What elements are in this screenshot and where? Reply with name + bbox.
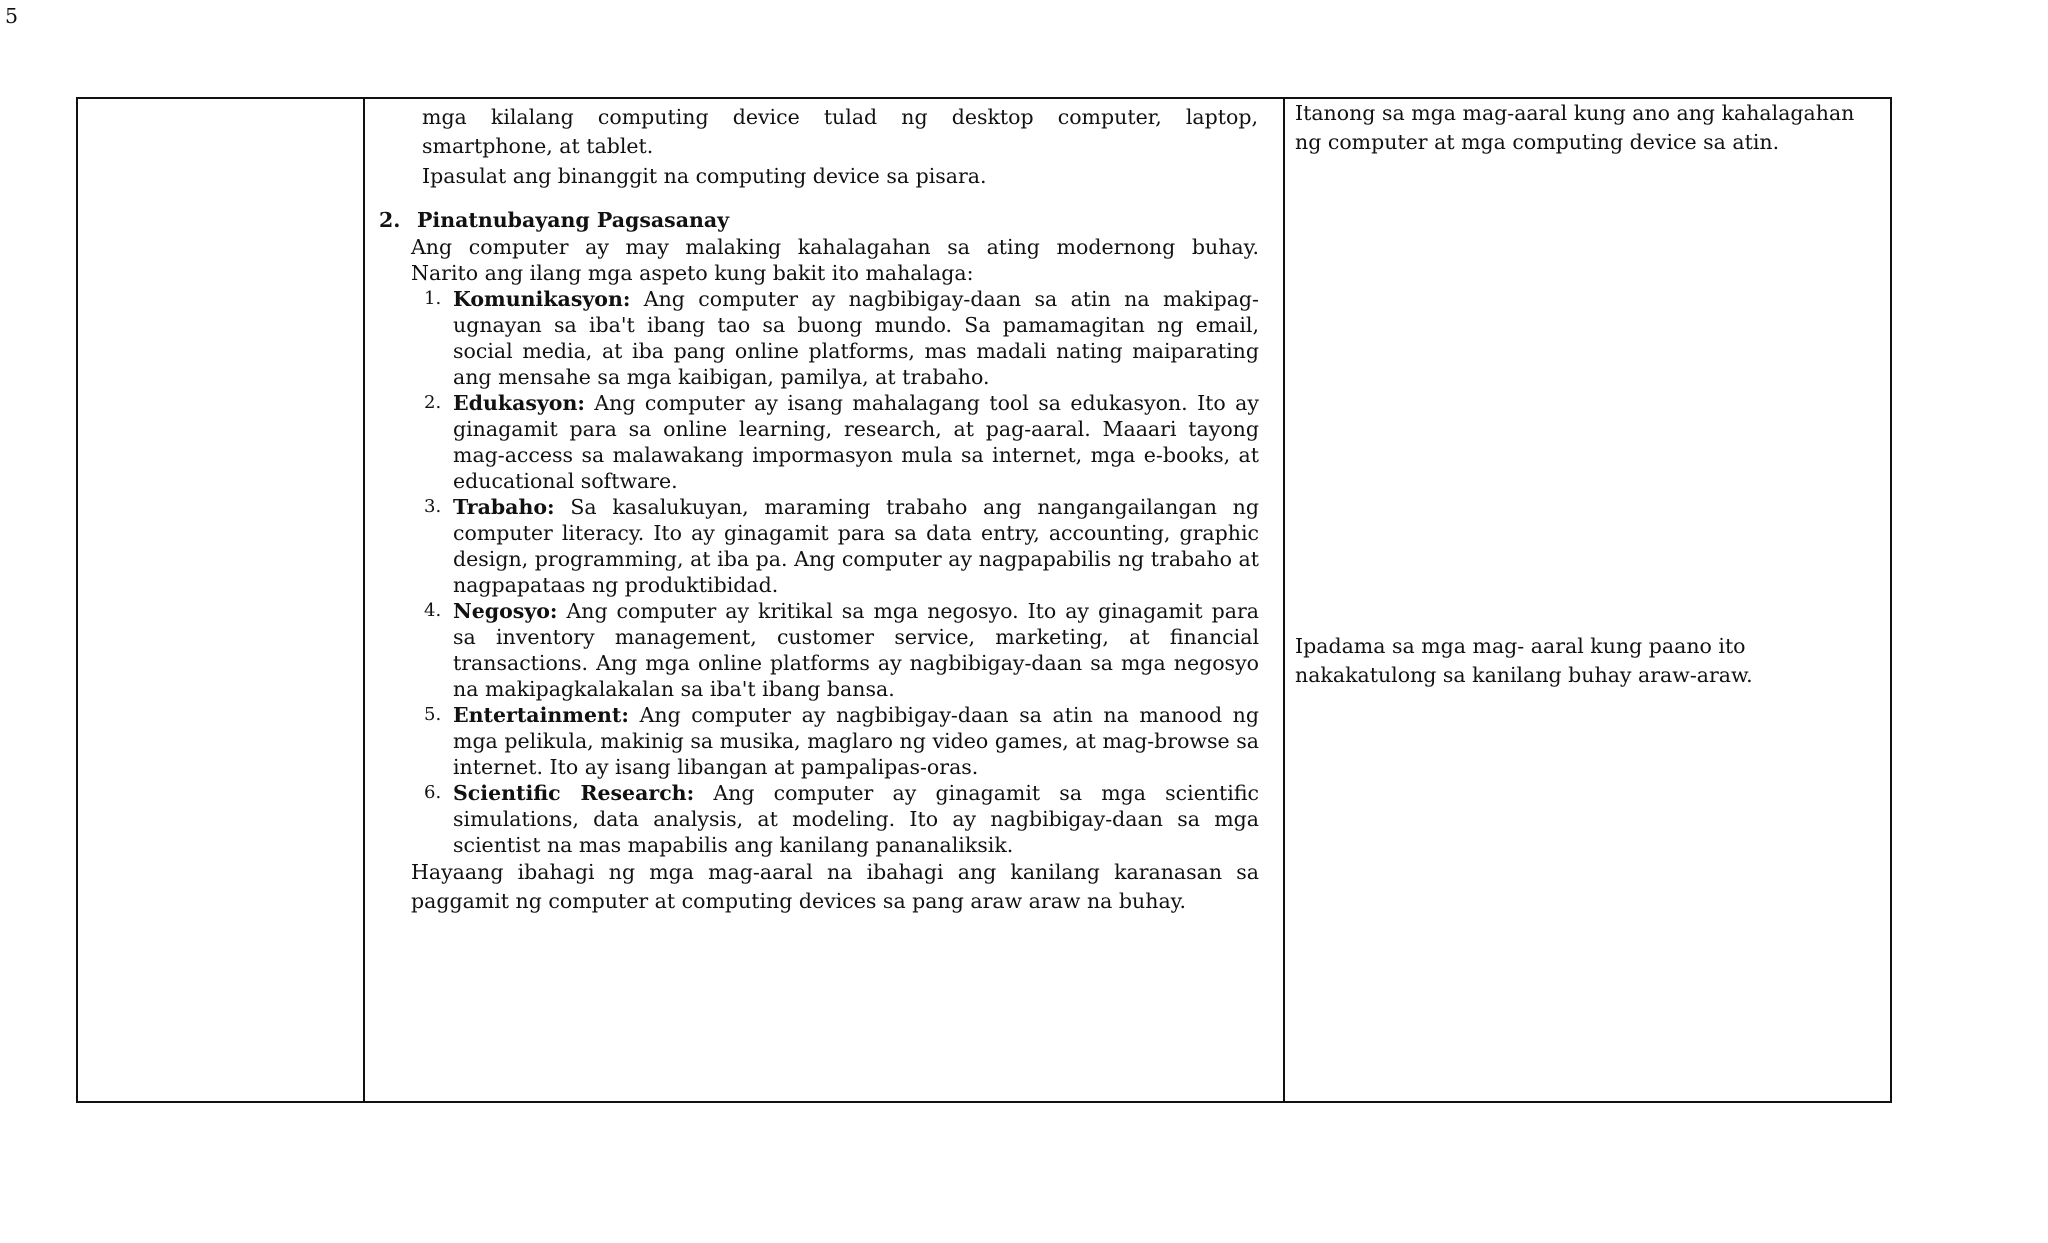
- list-item: [411, 494, 1259, 598]
- intro-line-2: smartphone, at tablet.: [422, 134, 654, 158]
- list-item-text: Ang computer ay nagbibigay-daan sa atin na makipag-ugnayan sa iba't ibang tao sa buong mundo. Sa pamamagitan ng email, social media, at iba pang online platforms, mas madali nating maiparating ang mensahe sa mga kaibigan, pamilya, at trabaho.: [453, 287, 1259, 389]
- list-item: [411, 598, 1259, 702]
- list-item-term: Trabaho:: [453, 495, 555, 519]
- list-item-text: Ang computer ay kritikal sa mga negosyo. Ito ay ginagamit para sa inventory management, customer service, marketing, at financial transactions. Ang mga online platforms ay nagbibigay-daan sa mga negosyo na makipagkalakalan sa iba't ibang bansa.: [453, 599, 1259, 701]
- closing-paragraph: Hayaang ibahagi ng mga mag-aaral na ibahagi ang kanilang karanasan sa paggamit ng computer at computing devices sa pang araw araw na buhay.: [411, 860, 1259, 913]
- list-item-text: Ang computer ay ginagamit sa mga scientific simulations, data analysis, at modeling. Ito ay nagbibigay-daan sa mga scientist na mas mapabilis ang kanilang pananaliksik.: [453, 781, 1259, 857]
- section-heading: [379, 207, 1259, 234]
- intro-instruction: Ipasulat ang binanggit na computing device sa pisara.: [422, 164, 987, 188]
- guided-practice-section: [379, 207, 1259, 916]
- list-item: [411, 390, 1259, 494]
- list-item-text: Sa kasalukuyan, maraming trabaho ang nangangailangan ng computer literacy. Ito ay ginagamit para sa data entry, accounting, graphic design, programming, at iba pa. Ang computer ay nagpapabilis ng trabaho at nagpapataas ng produktibidad.: [453, 495, 1259, 597]
- list-item-number: 3.: [424, 496, 442, 517]
- table-column-procedure: [365, 99, 1285, 1101]
- list-item: [411, 702, 1259, 780]
- list-item-number: 5.: [424, 704, 442, 725]
- list-item-number: 1.: [424, 288, 442, 309]
- list-item-number: 2.: [424, 392, 442, 413]
- aspects-list: [411, 286, 1259, 858]
- list-item-term: Komunikasyon:: [453, 287, 631, 311]
- list-item-term: Entertainment:: [453, 703, 629, 727]
- teacher-note-2: Ipadama sa mga mag- aaral kung paano ito nakakatulong sa kanilang buhay araw-araw.: [1295, 634, 1753, 687]
- intro-line-1: mga kilalang computing device tulad ng desktop computer, laptop,: [422, 105, 1258, 129]
- list-item-text: Ang computer ay nagbibigay-daan sa atin na manood ng mga pelikula, makinig sa musika, maglaro ng video games, at mag-browse sa internet. Ito ay isang libangan at pampalipas-oras.: [453, 703, 1259, 779]
- intro-block: [422, 103, 1258, 191]
- table-column-left: [78, 99, 365, 1101]
- section-paragraph-line-1: Ang computer ay may malaking kahalagahan sa ating modernong buhay.: [411, 235, 1259, 259]
- teacher-note-1: Itanong sa mga mag-aaral kung ano ang kahalagahan ng computer at mga computing device sa atin.: [1295, 101, 1855, 154]
- list-item: [411, 780, 1259, 858]
- section-title: Pinatnubayang Pagsasanay: [417, 208, 730, 232]
- lesson-plan-table: [76, 97, 1892, 1103]
- section-body: [411, 234, 1259, 916]
- list-item-number: 4.: [424, 600, 442, 621]
- section-number: 2.: [379, 208, 401, 232]
- section-paragraph-line-2: Narito ang ilang mga aspeto kung bakit ito mahalaga:: [411, 261, 974, 285]
- page-number: 5: [5, 4, 19, 28]
- table-column-notes: [1285, 99, 1890, 1101]
- list-item-term: Negosyo:: [453, 599, 558, 623]
- list-item: [411, 286, 1259, 390]
- list-item-number: 6.: [424, 782, 442, 803]
- list-item-text: Ang computer ay isang mahalagang tool sa edukasyon. Ito ay ginagamit para sa online learning, research, at pag-aaral. Maaari tayong mag-access sa malawakang impormasyon mula sa internet, mga e-books, at educational software.: [453, 391, 1259, 493]
- list-item-term: Edukasyon:: [453, 391, 585, 415]
- list-item-term: Scientific Research:: [453, 781, 695, 805]
